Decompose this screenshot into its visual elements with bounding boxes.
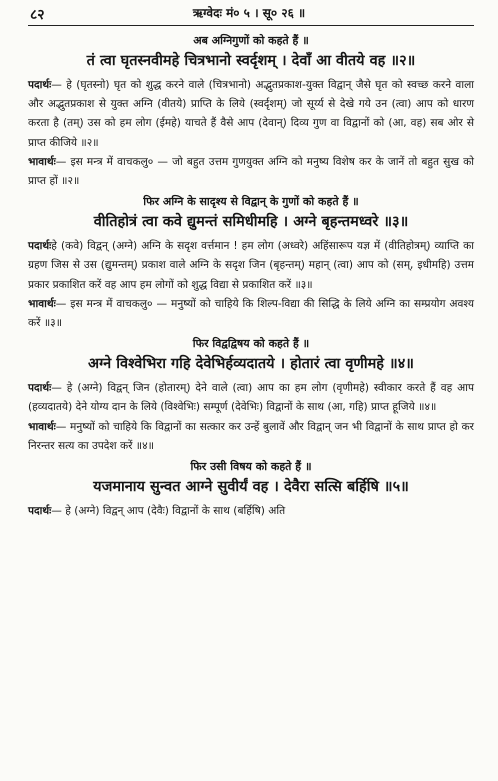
paragraph-text: — हे (घृतस्नो) घृत को शुद्ध करने वाले (चित्रभानो) अद्भुतप्रकाश-युक्त विद्वान् जैसे घृत को स्वच्छ करने वाला और अद्भुतप्रकाश से युक्त अग्नि (वीतये) प्राप्ति के लिये (स्वर्दृशम्) जो सूर्य्य से देखे गये उन (त्वा) आप को धारण करता है (तम्) उस को हम लोग (ईमहे) याचते हैं वैसे आप (देवान्) दिव्य गुण वा विद्वानों को (आ, वह) सब ओर से प्राप्त कीजिये ॥२॥	[28, 79, 474, 149]
paragraph-label: भावार्थः	[28, 297, 56, 310]
mantra-verse: वीतिहोत्रं त्वा कवे द्युमन्तं समिधीमहि । अग्ने बृहन्तमध्वरे ॥३॥	[93, 214, 409, 231]
section-intro: फिर विद्वद्विषय को कहते हैं ॥	[192, 337, 310, 351]
page-header	[0, 4, 498, 24]
running-title: ऋग्वेदः मं० ५ । सू० २६ ॥	[192, 6, 306, 20]
mantra-verse: यजमानाय सुन्वत आग्ने सुवीर्यं वह । देवैरा सत्सि बर्हिषि ॥५॥	[93, 479, 409, 496]
paragraph-label: भावार्थः	[28, 420, 56, 433]
paragraph-text: — हे (अग्ने) विद्वन् आप (देवैः) विद्वानों के साथ (बर्हिषि) अति	[51, 505, 286, 518]
paragraph-text: — इस मन्त्र में वाचकलु० — मनुष्यों को चाहिये कि शिल्प-विद्या की सिद्धि के लिये अग्नि का सम्प्रयोग अवश्य करें ॥३॥	[28, 297, 474, 330]
padartha-paragraph	[28, 502, 474, 521]
paragraph-label: पदार्थः	[28, 382, 52, 395]
paragraph-label: पदार्थः	[28, 79, 52, 91]
mantra-verse: अग्ने विश्वेभिरा गहि देवेभिर्हव्यदातये । होतारं त्वा वृणीमहे ॥४॥	[88, 356, 414, 373]
paragraph-label: पदार्थः	[28, 505, 52, 518]
paragraph-text: — हे (अग्ने) विद्वन् जिन (होतारम्) देने वाले (त्वा) आप का हम लोग (वृणीमहे) स्वीकार करते हैं वह आप (हव्यदातये) देने योग्य दान के लिये (विश्वेभिः) सम्पूर्ण (देवेभिः) विद्वानों के साथ (आ, गहि) प्राप्त हूजिये ॥४॥	[28, 382, 474, 414]
paragraph-text: हे (कवे) विद्वन् (अग्ने) अग्नि के सदृश वर्त्तमान ! हम लोग (अध्वरे) अहिंसारूप यज्ञ में (वीतिहोत्रम्) व्याप्ति का ग्रहण जिस से उस (द्युमन्तम्) प्रकाश वाले अग्नि के सदृश जिन (बृहन्तम्) महान् (त्वा) आप को (सम्, इधीमहि) उत्तम प्रकार प्रकाशित करें वह आप हम लोगों को शुद्ध विद्या से प्रकाशित करें ॥३॥	[28, 240, 474, 291]
padartha-paragraph	[28, 237, 474, 295]
mantra-verse: तं त्वा घृतस्नवीमहे चित्रभानो स्वर्दृशम् । देवाँ आ वीतये वह ॥२॥	[86, 53, 416, 69]
paragraph-label: पदार्थः	[28, 240, 52, 253]
section-intro: अब अग्निगुणों को कहते हैं ॥	[193, 34, 309, 47]
paragraph-text: — मनुष्यों को चाहिये कि विद्वानों का सत्कार कर उन्हें बुलावें और विद्वान् जन भी विद्वानों के साथ प्राप्त हो कर निरन्तर सत्य का उपदेश करें ॥४॥	[28, 420, 474, 452]
page-body	[28, 30, 474, 521]
paragraph-label: भावार्थः	[28, 155, 56, 168]
padartha-paragraph	[28, 76, 474, 153]
bhavartha-paragraph	[28, 295, 474, 333]
paragraph-text: — इस मन्त्र में वाचकलु० — जो बहुत उत्तम गुणयुक्त अग्नि को मनुष्य विशेष कर के जानें तो बहुत सुख को प्राप्त हों ॥२॥	[28, 155, 474, 188]
page-number: ८२	[30, 7, 45, 23]
header-rule	[28, 25, 474, 26]
padartha-paragraph	[28, 379, 474, 417]
bhavartha-paragraph	[28, 418, 474, 456]
section-intro: फिर अग्नि के सादृश्य से विद्वान् के गुणों को कहते हैं ॥	[143, 195, 359, 209]
section-intro: फिर उसी विषय को कहते हैं ॥	[190, 460, 312, 474]
bhavartha-paragraph	[28, 153, 474, 191]
